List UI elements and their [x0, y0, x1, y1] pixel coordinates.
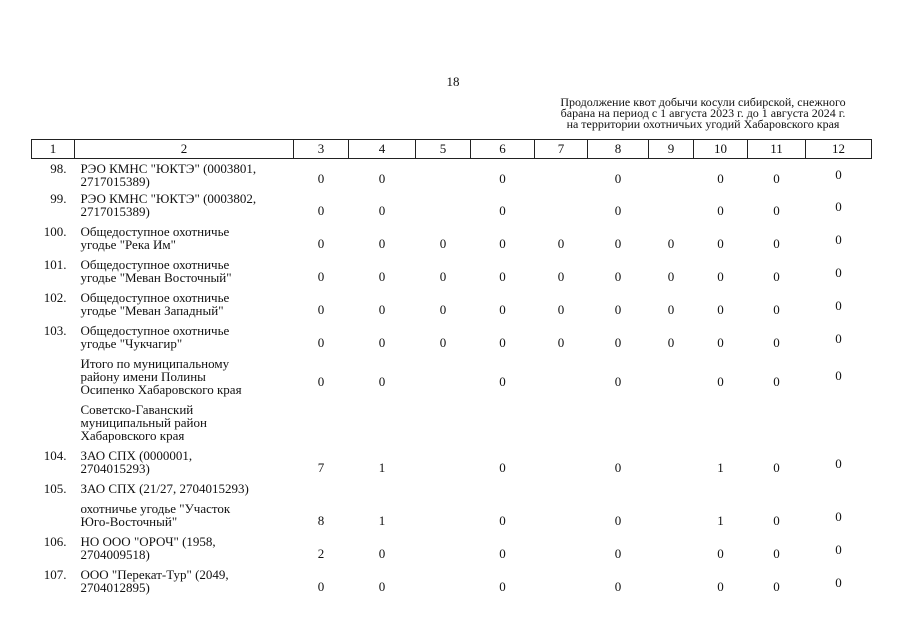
value-cell-col-8: 0 [614, 202, 622, 218]
value-cell-col-3: 7 [317, 459, 325, 475]
value-cell-col-12 [806, 482, 872, 502]
value-cell-col-12: 0 [835, 367, 842, 383]
row-name-line: угодье "Меван Восточный" [80, 269, 232, 285]
column-header: 4 [349, 140, 416, 159]
column-header: 2 [75, 140, 294, 159]
row-name-line: 2704015293) [80, 460, 150, 476]
value-cell-col-6: 0 [499, 171, 506, 186]
table-row [32, 449, 872, 482]
value-cell-col-4: 0 [378, 301, 386, 317]
value-cell-col-12: 0 [835, 198, 842, 214]
value-cell-col-10: 0 [717, 334, 724, 350]
row-name-line: угодье "Река Им" [80, 236, 176, 252]
caption-line: Продолжение квот добычи косули сибирской, снежного [560, 95, 846, 109]
column-header: 6 [471, 140, 535, 159]
value-cell-col-3: 0 [317, 268, 325, 284]
table-row [32, 482, 872, 502]
value-cell-col-11: 0 [773, 459, 780, 475]
row-number: 98. [50, 161, 67, 176]
value-cell-col-9 [649, 449, 694, 482]
row-name-line: Хабаровского края [80, 427, 185, 443]
value-cell-col-12: 0 [835, 297, 842, 313]
value-cell-col-8: 0 [614, 171, 622, 186]
column-header: 1 [32, 140, 75, 159]
value-cell-col-7 [535, 482, 588, 502]
value-cell-col-3 [294, 482, 349, 502]
value-cell-col-10: 1 [717, 512, 724, 528]
row-name-line: ЗАО СПХ (21/27, 2704015293) [80, 480, 249, 496]
value-cell-col-11 [748, 403, 806, 449]
column-header: 12 [806, 140, 872, 159]
column-header: 10 [694, 140, 748, 159]
table-row [32, 535, 872, 568]
value-cell-col-5 [416, 482, 471, 502]
value-cell-col-5 [416, 502, 471, 535]
value-cell-col-9 [649, 502, 694, 535]
value-cell-col-6: 0 [499, 459, 506, 475]
value-cell-col-7: 0 [557, 334, 565, 350]
column-header: 8 [588, 140, 649, 159]
row-name-line: Общедоступное охотничье [80, 223, 230, 239]
row-name-line: муниципальный район [80, 414, 207, 430]
row-name [75, 192, 294, 225]
value-cell-col-8: 0 [614, 235, 622, 251]
row-name-line: угодье "Меван Западный" [80, 302, 224, 318]
value-cell-col-4 [349, 403, 416, 449]
value-cell-col-4 [349, 482, 416, 502]
row-number: 105. [43, 480, 67, 496]
value-cell-col-6: 0 [499, 301, 506, 317]
value-cell-col-3: 0 [317, 202, 325, 218]
row-name-line: району имени Полины [80, 368, 206, 384]
value-cell-col-5 [416, 535, 471, 568]
table-row [32, 357, 872, 403]
column-header: 3 [294, 140, 349, 159]
value-cell-col-9 [649, 568, 694, 601]
row-name [75, 535, 294, 568]
value-cell-col-11: 0 [773, 578, 780, 594]
row-number: 102. [43, 289, 67, 305]
value-cell-col-3: 8 [317, 512, 325, 528]
row-name [75, 357, 294, 403]
value-cell-col-3 [294, 403, 349, 449]
row-name-line: угодье "Чукчагир" [80, 335, 183, 351]
row-name [75, 225, 294, 258]
value-cell-col-8 [588, 482, 649, 502]
value-cell-col-5: 0 [439, 235, 447, 251]
value-cell-col-11: 0 [773, 512, 780, 528]
value-cell-col-8 [588, 403, 649, 449]
column-header: 9 [649, 140, 694, 159]
value-cell-col-7 [535, 192, 588, 225]
value-cell-col-11: 0 [773, 202, 780, 218]
row-number: 104. [43, 447, 67, 463]
row-number [32, 357, 75, 403]
row-name-line: ЗАО СПХ (0000001, [80, 447, 193, 463]
quota-table [31, 139, 872, 601]
value-cell-col-10: 0 [717, 171, 724, 186]
value-cell-col-6: 0 [499, 268, 506, 284]
value-cell-col-6: 0 [499, 578, 506, 594]
row-name [75, 291, 294, 324]
table-row [32, 324, 872, 357]
row-number: 106. [43, 533, 67, 549]
row-name [75, 159, 294, 192]
row-number: 100. [43, 223, 67, 239]
value-cell-col-7 [535, 535, 588, 568]
value-cell-col-9 [649, 192, 694, 225]
row-name-line: 2717015389) [80, 174, 150, 189]
value-cell-col-10: 0 [717, 545, 724, 561]
value-cell-col-9 [649, 535, 694, 568]
table-row [32, 225, 872, 258]
row-name-line: Осипенко Хабаровского края [80, 381, 242, 397]
row-number [32, 502, 75, 535]
row-number: 99. [50, 190, 67, 206]
value-cell-col-12: 0 [835, 541, 842, 557]
column-header-row [32, 140, 872, 159]
value-cell-col-11: 0 [773, 545, 780, 561]
value-cell-col-12: 0 [835, 264, 842, 280]
table-row [32, 568, 872, 601]
table-caption [540, 97, 866, 130]
row-name-line: НО ООО "ОРОЧ" (1958, [80, 533, 216, 549]
value-cell-col-5: 0 [439, 301, 447, 317]
value-cell-col-5: 0 [439, 334, 447, 350]
value-cell-col-7 [535, 449, 588, 482]
value-cell-col-5 [416, 357, 471, 403]
value-cell-col-3: 0 [317, 301, 325, 317]
value-cell-col-11: 0 [773, 334, 780, 350]
table-row [32, 502, 872, 535]
caption-line: на территории охотничьих угодий Хабаровского края [566, 117, 840, 131]
value-cell-col-7: 0 [557, 301, 565, 317]
row-name-line: РЭО КМНС "ЮКТЭ" (0003802, [80, 190, 257, 206]
row-name-line: Общедоступное охотничье [80, 256, 230, 272]
value-cell-col-9: 0 [667, 268, 675, 284]
value-cell-col-6: 0 [499, 545, 506, 561]
value-cell-col-9: 0 [667, 301, 675, 317]
value-cell-col-4: 0 [378, 268, 386, 284]
value-cell-col-4: 1 [378, 459, 386, 475]
row-name-line: Юго-Восточный" [80, 513, 178, 529]
value-cell-col-10: 1 [717, 459, 724, 475]
value-cell-col-12: 0 [835, 330, 842, 346]
value-cell-col-3: 0 [317, 334, 325, 350]
value-cell-col-4: 0 [378, 373, 386, 389]
value-cell-col-10: 0 [717, 578, 724, 594]
value-cell-col-10: 0 [717, 235, 724, 251]
value-cell-col-11 [748, 482, 806, 502]
value-cell-col-5: 0 [439, 268, 447, 284]
caption-line: барана на период с 1 августа 2023 г. до 1 августа 2024 г. [560, 106, 846, 120]
value-cell-col-8: 0 [614, 545, 622, 561]
value-cell-col-11: 0 [773, 171, 780, 186]
value-cell-col-4: 0 [378, 545, 386, 561]
row-number: 101. [43, 256, 67, 272]
row-name [75, 403, 294, 449]
value-cell-col-10: 0 [717, 268, 724, 284]
value-cell-col-4: 0 [378, 202, 386, 218]
value-cell-col-7 [535, 357, 588, 403]
table-row [32, 291, 872, 324]
value-cell-col-6: 0 [499, 202, 506, 218]
row-name-line: РЭО КМНС "ЮКТЭ" (0003801, [80, 161, 257, 176]
row-name-line: охотничье угодье "Участок [80, 500, 231, 516]
value-cell-col-11: 0 [773, 373, 780, 389]
value-cell-col-5 [416, 192, 471, 225]
row-number: 107. [43, 566, 67, 582]
value-cell-col-7 [535, 403, 588, 449]
value-cell-col-6: 0 [499, 512, 506, 528]
value-cell-col-12 [806, 403, 872, 449]
value-cell-col-3: 0 [317, 578, 325, 594]
value-cell-col-10: 0 [717, 301, 724, 317]
row-name-line: ООО "Перекат-Тур" (2049, [80, 566, 229, 582]
value-cell-col-9 [649, 482, 694, 502]
value-cell-col-11: 0 [773, 301, 780, 317]
value-cell-col-7: 0 [557, 268, 565, 284]
value-cell-col-10: 0 [717, 373, 724, 389]
value-cell-col-4: 0 [378, 235, 386, 251]
value-cell-col-8: 0 [614, 301, 622, 317]
value-cell-col-8: 0 [614, 578, 622, 594]
row-name-line: Общедоступное охотничье [80, 289, 230, 305]
row-name-line: Советско-Гаванский [80, 401, 194, 417]
value-cell-col-4: 0 [378, 578, 386, 594]
value-cell-col-12: 0 [835, 508, 842, 524]
value-cell-col-8: 0 [614, 334, 622, 350]
value-cell-col-12: 0 [835, 455, 842, 471]
value-cell-col-7 [535, 568, 588, 601]
value-cell-col-6 [471, 482, 535, 502]
row-name [75, 502, 294, 535]
value-cell-col-11: 0 [773, 268, 780, 284]
row-name-line: 2717015389) [80, 203, 150, 219]
row-name [75, 324, 294, 357]
table-row [32, 258, 872, 291]
value-cell-col-5 [416, 159, 471, 192]
value-cell-col-4: 1 [378, 512, 386, 528]
value-cell-col-6: 0 [499, 373, 506, 389]
table-row [32, 192, 872, 225]
value-cell-col-3: 0 [317, 171, 325, 186]
value-cell-col-5 [416, 568, 471, 601]
column-header: 7 [535, 140, 588, 159]
row-name [75, 482, 294, 502]
value-cell-col-9 [649, 403, 694, 449]
value-cell-col-8: 0 [614, 459, 622, 475]
value-cell-col-9 [649, 357, 694, 403]
table-body [32, 159, 872, 601]
value-cell-col-8: 0 [614, 373, 622, 389]
table-row [32, 403, 872, 449]
value-cell-col-3: 0 [317, 373, 325, 389]
value-cell-col-6: 0 [499, 235, 506, 251]
value-cell-col-5 [416, 449, 471, 482]
value-cell-col-10 [694, 482, 748, 502]
row-name-line: 2704012895) [80, 579, 150, 595]
value-cell-col-6 [471, 403, 535, 449]
value-cell-col-9: 0 [667, 235, 675, 251]
value-cell-col-9: 0 [667, 334, 675, 350]
column-header: 11 [748, 140, 806, 159]
value-cell-col-3: 2 [317, 545, 325, 561]
value-cell-col-12: 0 [835, 574, 842, 590]
value-cell-col-4: 0 [378, 171, 386, 186]
value-cell-col-9 [649, 159, 694, 192]
value-cell-col-3: 0 [317, 235, 325, 251]
value-cell-col-11: 0 [773, 235, 780, 251]
row-number: 103. [43, 322, 67, 338]
row-name-line: Итого по муниципальному [80, 355, 230, 371]
row-name [75, 258, 294, 291]
row-name [75, 449, 294, 482]
row-name-line: 2704009518) [80, 546, 150, 562]
value-cell-col-4: 0 [378, 334, 386, 350]
column-header: 5 [416, 140, 471, 159]
value-cell-col-7 [535, 159, 588, 192]
value-cell-col-8: 0 [614, 268, 622, 284]
value-cell-col-12: 0 [835, 231, 842, 247]
value-cell-col-10 [694, 403, 748, 449]
row-number [32, 403, 75, 449]
table-row [32, 159, 872, 192]
value-cell-col-7 [535, 502, 588, 535]
value-cell-col-10: 0 [717, 202, 724, 218]
value-cell-col-5 [416, 403, 471, 449]
value-cell-col-7: 0 [557, 235, 565, 251]
row-name [75, 568, 294, 601]
value-cell-col-8: 0 [614, 512, 622, 528]
row-name-line: Общедоступное охотничье [80, 322, 230, 338]
page-number: 18 [446, 74, 460, 89]
value-cell-col-12: 0 [835, 167, 842, 182]
value-cell-col-6: 0 [499, 334, 506, 350]
